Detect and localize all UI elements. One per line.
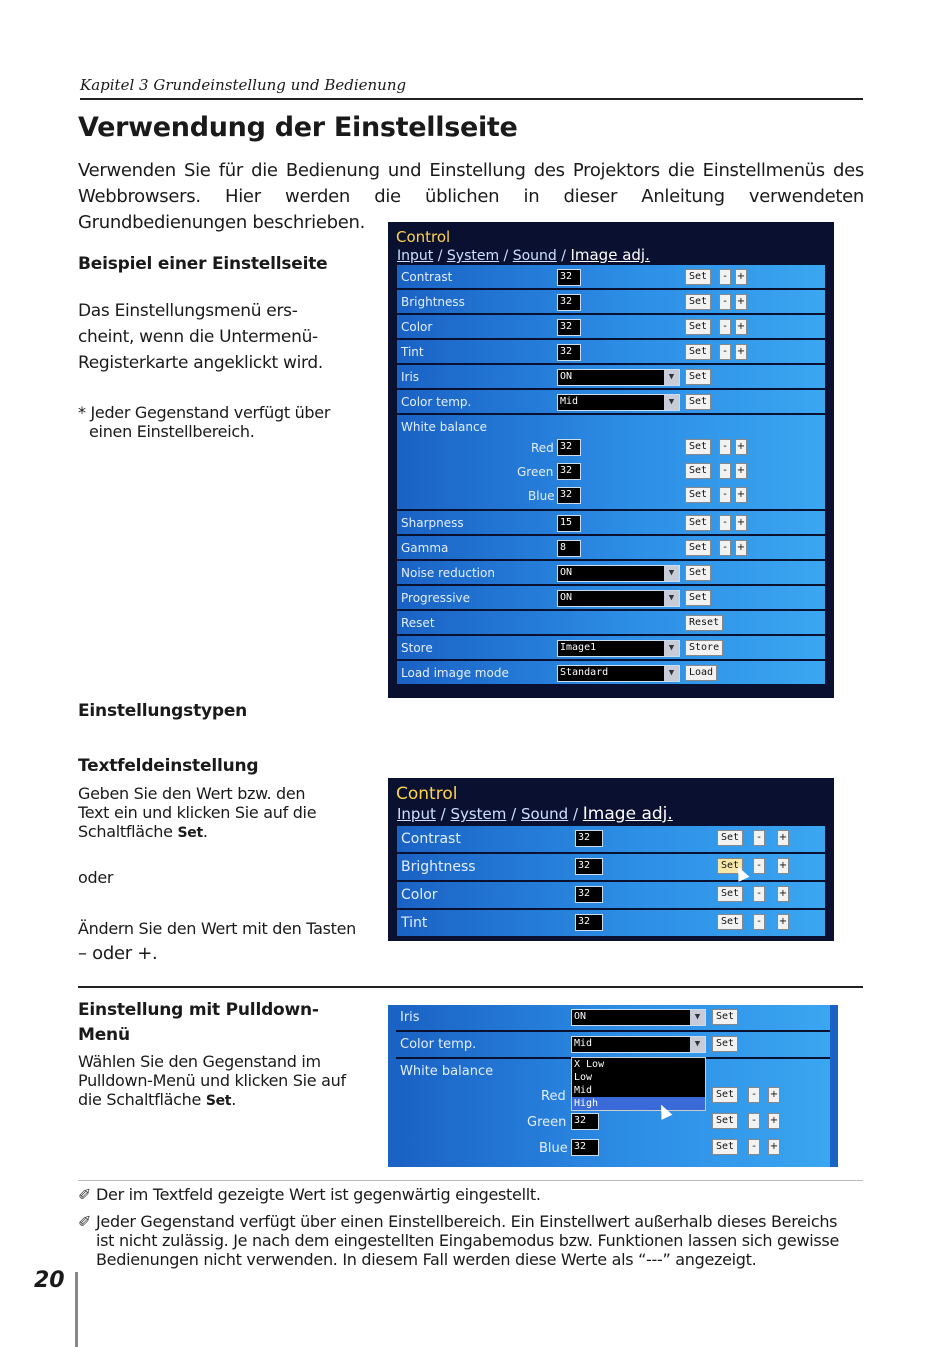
pulldown-heading	[78, 998, 319, 1048]
set-button[interactable]: Set	[685, 590, 711, 606]
panel-tabs	[397, 804, 834, 824]
textfield-text	[78, 784, 316, 843]
row-load-image-mode	[397, 661, 825, 686]
note-1	[78, 1185, 863, 1204]
row-label: Load image mode	[401, 666, 509, 680]
plus-button[interactable]: +	[777, 886, 789, 902]
set-button[interactable]: Set	[717, 886, 743, 902]
load-image-mode-select[interactable]	[557, 665, 680, 682]
set-button[interactable]: Set	[685, 540, 711, 556]
minus-button[interactable]: -	[753, 858, 765, 874]
row-label: Reset	[401, 616, 435, 630]
dropdown-option[interactable]: Low	[574, 1072, 593, 1083]
chevron-down-icon[interactable]: ▼	[690, 1037, 705, 1052]
green-input[interactable]: 32	[557, 463, 581, 480]
tab-system[interactable]: System	[446, 248, 500, 264]
note-text: Der im Textfeld gezeigte Wert ist gegenwärtig eingestellt.	[96, 1185, 541, 1204]
minus-button[interactable]: -	[753, 886, 765, 902]
set-button[interactable]: Set	[717, 858, 743, 874]
row-contrast	[397, 826, 825, 854]
range-note	[78, 403, 330, 441]
blue-input[interactable]: 32	[557, 487, 581, 504]
row-label: Tint	[401, 345, 424, 359]
select-value: Image1	[560, 642, 597, 653]
control-panel-screenshot	[388, 222, 834, 698]
plus-button[interactable]: +	[735, 344, 747, 360]
set-button[interactable]: Set	[685, 344, 711, 360]
tab-sound[interactable]: Sound	[520, 805, 569, 823]
minus-button[interactable]: -	[753, 830, 765, 846]
minus-button[interactable]: -	[719, 439, 731, 455]
example-text-line: cheint, wenn die Untermenü-	[78, 327, 318, 347]
minus-button[interactable]: -	[748, 1113, 760, 1129]
plus-button[interactable]: +	[735, 540, 747, 556]
set-button[interactable]: Set	[717, 914, 743, 930]
chevron-down-icon[interactable]: ▼	[664, 395, 679, 410]
heading-line: Einstellung mit Pulldown-	[78, 1000, 319, 1020]
text-line: Pulldown-Menü und klicken Sie auf	[78, 1071, 346, 1090]
tab-separator: /	[568, 805, 583, 823]
set-button[interactable]: Set	[685, 319, 711, 335]
set-button[interactable]: Set	[685, 463, 711, 479]
keys-text	[78, 919, 356, 963]
plus-button[interactable]: +	[735, 463, 747, 479]
tab-input[interactable]: Input	[397, 805, 436, 823]
plus-button[interactable]: +	[735, 515, 747, 531]
mouse-cursor-icon	[733, 864, 750, 882]
minus-button[interactable]: -	[719, 319, 731, 335]
blue-input[interactable]: 32	[571, 1139, 599, 1156]
row-gamma	[397, 536, 825, 561]
store-select[interactable]	[557, 640, 680, 657]
plus-button[interactable]: +	[777, 830, 789, 846]
row-store	[397, 636, 825, 661]
row-color-temp	[396, 1032, 830, 1059]
row-color	[397, 882, 825, 910]
page-margin-bar	[75, 1272, 78, 1347]
plus-button[interactable]: +	[735, 439, 747, 455]
settings-rows	[397, 265, 825, 686]
range-note-line: * Jeder Gegenstand verfügt über	[78, 403, 331, 422]
row-contrast	[397, 265, 825, 290]
green-label: Green	[517, 465, 554, 479]
red-input[interactable]: 32	[557, 439, 581, 456]
sharpness-input[interactable]: 15	[557, 515, 581, 532]
tint-input[interactable]: 32	[557, 344, 581, 361]
row-label: Color	[401, 320, 433, 334]
note-text: ist nicht zulässig. Je nach dem eingestellten Eingabemodus bzw. Funktionen lassen sich gewisse	[96, 1231, 839, 1250]
textfield-panel-screenshot	[388, 778, 834, 941]
select-value: Mid	[574, 1038, 593, 1049]
gamma-input[interactable]: 8	[557, 540, 581, 557]
select-value: ON	[560, 371, 573, 382]
note-text: Jeder Gegenstand verfügt über einen Einstellbereich. Ein Einstellwert außerhalb dieses Bereichs	[96, 1212, 838, 1231]
example-text	[78, 298, 323, 376]
text-line: Wählen Sie den Gegenstand im	[78, 1052, 321, 1071]
tab-image-adj[interactable]: Image adj.	[570, 246, 650, 264]
text-line: die Schaltfläche	[78, 1090, 206, 1109]
row-label: Contrast	[401, 831, 461, 847]
plus-button[interactable]: +	[768, 1139, 780, 1155]
minus-button[interactable]: -	[748, 1087, 760, 1103]
row-sharpness	[397, 511, 825, 536]
heading-line: Menü	[78, 1025, 130, 1045]
row-tint	[397, 340, 825, 365]
set-button[interactable]: Set	[685, 269, 711, 285]
row-label: Brightness	[401, 859, 476, 875]
noise-reduction-select[interactable]	[557, 565, 680, 582]
select-value: ON	[560, 592, 573, 603]
row-label: Tint	[401, 915, 428, 931]
minus-button[interactable]: -	[748, 1139, 760, 1155]
tab-separator: /	[435, 805, 451, 823]
set-button[interactable]: Set	[685, 565, 711, 581]
plus-button[interactable]: +	[768, 1087, 780, 1103]
row-label: Noise reduction	[401, 566, 495, 580]
tab-separator: /	[433, 248, 447, 264]
dropdown-option[interactable]: Mid	[574, 1085, 593, 1096]
color-temp-select[interactable]	[557, 394, 680, 411]
chevron-down-icon[interactable]: ▼	[664, 591, 679, 606]
tint-input[interactable]: 32	[575, 914, 603, 931]
example-text-line: Registerkarte angeklickt wird.	[78, 353, 323, 373]
set-button[interactable]: Set	[685, 487, 711, 503]
row-color	[397, 315, 825, 340]
set-button[interactable]: Set	[712, 1036, 738, 1052]
iris-select[interactable]	[571, 1009, 706, 1026]
text-line: .	[231, 1090, 236, 1109]
notes-divider	[78, 1180, 863, 1181]
text-line: Text ein und klicken Sie auf die	[78, 803, 317, 822]
row-white-balance	[397, 415, 825, 511]
blue-label: Blue	[539, 1141, 568, 1156]
row-label: Gamma	[401, 541, 449, 555]
row-iris	[397, 365, 825, 390]
settings-rows	[397, 826, 825, 938]
page-title: Verwendung der Einstellseite	[78, 112, 518, 143]
row-label: White balance	[400, 1064, 494, 1079]
plus-button[interactable]: +	[735, 269, 747, 285]
pulldown-text	[78, 1052, 346, 1111]
color-temp-dropdown[interactable]	[571, 1057, 706, 1111]
set-button[interactable]: Set	[685, 369, 711, 385]
row-color-temp	[397, 390, 825, 415]
set-button[interactable]: Set	[712, 1139, 738, 1155]
plus-button[interactable]: +	[735, 319, 747, 335]
row-label: Contrast	[401, 270, 453, 284]
blue-label: Blue	[528, 489, 555, 503]
row-label: Brightness	[401, 295, 465, 309]
chevron-down-icon[interactable]: ▼	[664, 370, 679, 385]
color-temp-select[interactable]	[571, 1036, 706, 1053]
plus-button[interactable]: +	[735, 294, 747, 310]
iris-select[interactable]	[557, 369, 680, 386]
color-input[interactable]: 32	[575, 886, 603, 903]
pencil-icon: ✐	[78, 1185, 92, 1204]
row-label: Color temp.	[400, 1037, 477, 1052]
brightness-input[interactable]: 32	[575, 858, 603, 875]
or-text: oder	[78, 868, 114, 887]
textfield-heading: Textfeldeinstellung	[78, 756, 259, 776]
set-keyword: Set	[177, 825, 203, 841]
chevron-down-icon[interactable]: ▼	[664, 641, 679, 656]
dropdown-option[interactable]: High	[572, 1097, 705, 1110]
green-label: Green	[527, 1115, 567, 1130]
row-label: White balance	[401, 420, 487, 434]
minus-button[interactable]: -	[719, 294, 731, 310]
text-line: .	[202, 822, 208, 841]
set-button[interactable]: Set	[717, 830, 743, 846]
progressive-select[interactable]	[557, 590, 680, 607]
minus-button[interactable]: -	[719, 540, 731, 556]
row-label: Sharpness	[401, 516, 464, 530]
example-text-line: Das Einstellungsmenü ers-	[78, 301, 298, 321]
plus-button[interactable]: +	[768, 1113, 780, 1129]
tab-system[interactable]: System	[450, 805, 507, 823]
set-button[interactable]: Set	[685, 394, 711, 410]
tab-input[interactable]: Input	[397, 248, 434, 264]
green-input[interactable]: 32	[571, 1113, 599, 1130]
set-button[interactable]: Set	[712, 1087, 738, 1103]
row-label: Color	[401, 887, 438, 903]
pulldown-panel-screenshot	[388, 1005, 838, 1167]
set-button[interactable]: Set	[685, 515, 711, 531]
set-button[interactable]: Set	[685, 294, 711, 310]
tab-separator: /	[499, 248, 513, 264]
select-value: ON	[574, 1011, 587, 1022]
select-value: ON	[560, 567, 573, 578]
row-label: Iris	[401, 370, 420, 384]
note-2	[78, 1212, 863, 1269]
tab-separator: /	[506, 805, 521, 823]
row-white-balance	[396, 1059, 830, 1167]
minus-button[interactable]: -	[719, 269, 731, 285]
red-label: Red	[531, 441, 554, 455]
range-note-line: einen Einstellbereich.	[89, 422, 255, 441]
plus-button[interactable]: +	[735, 487, 747, 503]
pencil-icon: ✐	[78, 1212, 92, 1231]
reset-button[interactable]: Reset	[685, 615, 723, 631]
select-value: Standard	[560, 667, 609, 678]
page-number: 20	[34, 1268, 65, 1293]
row-noise-reduction	[397, 561, 825, 586]
brightness-input[interactable]: 32	[557, 294, 581, 311]
dropdown-option[interactable]: X Low	[574, 1059, 605, 1070]
chapter-header: Kapitel 3 Grundeinstellung und Bedienung	[80, 74, 863, 100]
minus-button[interactable]: -	[719, 463, 731, 479]
set-button[interactable]: Set	[712, 1113, 738, 1129]
chevron-down-icon[interactable]: ▼	[664, 666, 679, 681]
minus-button[interactable]: -	[719, 487, 731, 503]
row-brightness	[397, 290, 825, 315]
load-button[interactable]: Load	[685, 665, 717, 681]
store-button[interactable]: Store	[685, 640, 723, 656]
text-line: – oder +.	[78, 943, 158, 964]
tab-sound[interactable]: Sound	[512, 248, 557, 264]
set-button[interactable]: Set	[685, 439, 711, 455]
select-value: Mid	[560, 396, 579, 407]
text-line: Ändern Sie den Wert mit den Tasten	[78, 919, 356, 938]
settings-rows	[396, 1005, 830, 1167]
set-button[interactable]: Set	[712, 1009, 738, 1025]
plus-button[interactable]: +	[777, 858, 789, 874]
settings-types-heading: Einstellungstypen	[78, 701, 248, 721]
panel-tabs	[397, 246, 834, 264]
minus-button[interactable]: -	[719, 515, 731, 531]
plus-button[interactable]: +	[777, 914, 789, 930]
contrast-input[interactable]: 32	[557, 269, 581, 286]
example-heading: Beispiel einer Einstellseite	[78, 254, 328, 274]
text-line: Geben Sie den Wert bzw. den	[78, 784, 306, 803]
intro-text: Verwenden Sie für die Bedienung und Einstellung des Projektors die Einstellmenüs des Webbrowsers. Hier werden die üblichen in dieser Anleitung verwendeten Grundbedienungen beschrieben.	[78, 160, 864, 233]
chevron-down-icon[interactable]: ▼	[664, 566, 679, 581]
set-keyword: Set	[205, 1093, 232, 1109]
row-label: Color temp.	[401, 395, 472, 409]
tab-image-adj[interactable]: Image adj.	[582, 804, 673, 824]
row-brightness	[397, 854, 825, 882]
chevron-down-icon[interactable]: ▼	[690, 1010, 705, 1025]
minus-button[interactable]: -	[753, 914, 765, 930]
contrast-input[interactable]: 32	[575, 830, 603, 847]
row-label: Iris	[400, 1010, 420, 1025]
row-iris	[396, 1005, 830, 1032]
row-reset	[397, 611, 825, 636]
row-progressive	[397, 586, 825, 611]
row-tint	[397, 910, 825, 938]
row-label: Progressive	[401, 591, 471, 605]
panel-title: Control	[396, 784, 458, 804]
panel-title: Control	[396, 228, 451, 246]
text-line: Schaltfläche	[78, 822, 178, 841]
color-input[interactable]: 32	[557, 319, 581, 336]
red-label: Red	[541, 1089, 566, 1104]
note-text: Bedienungen nicht verwenden. In diesem Fall werden diese Werte als “---” angezeigt.	[96, 1250, 757, 1269]
tab-separator: /	[556, 248, 571, 264]
section-divider	[78, 986, 863, 988]
row-label: Store	[401, 641, 433, 655]
minus-button[interactable]: -	[719, 344, 731, 360]
